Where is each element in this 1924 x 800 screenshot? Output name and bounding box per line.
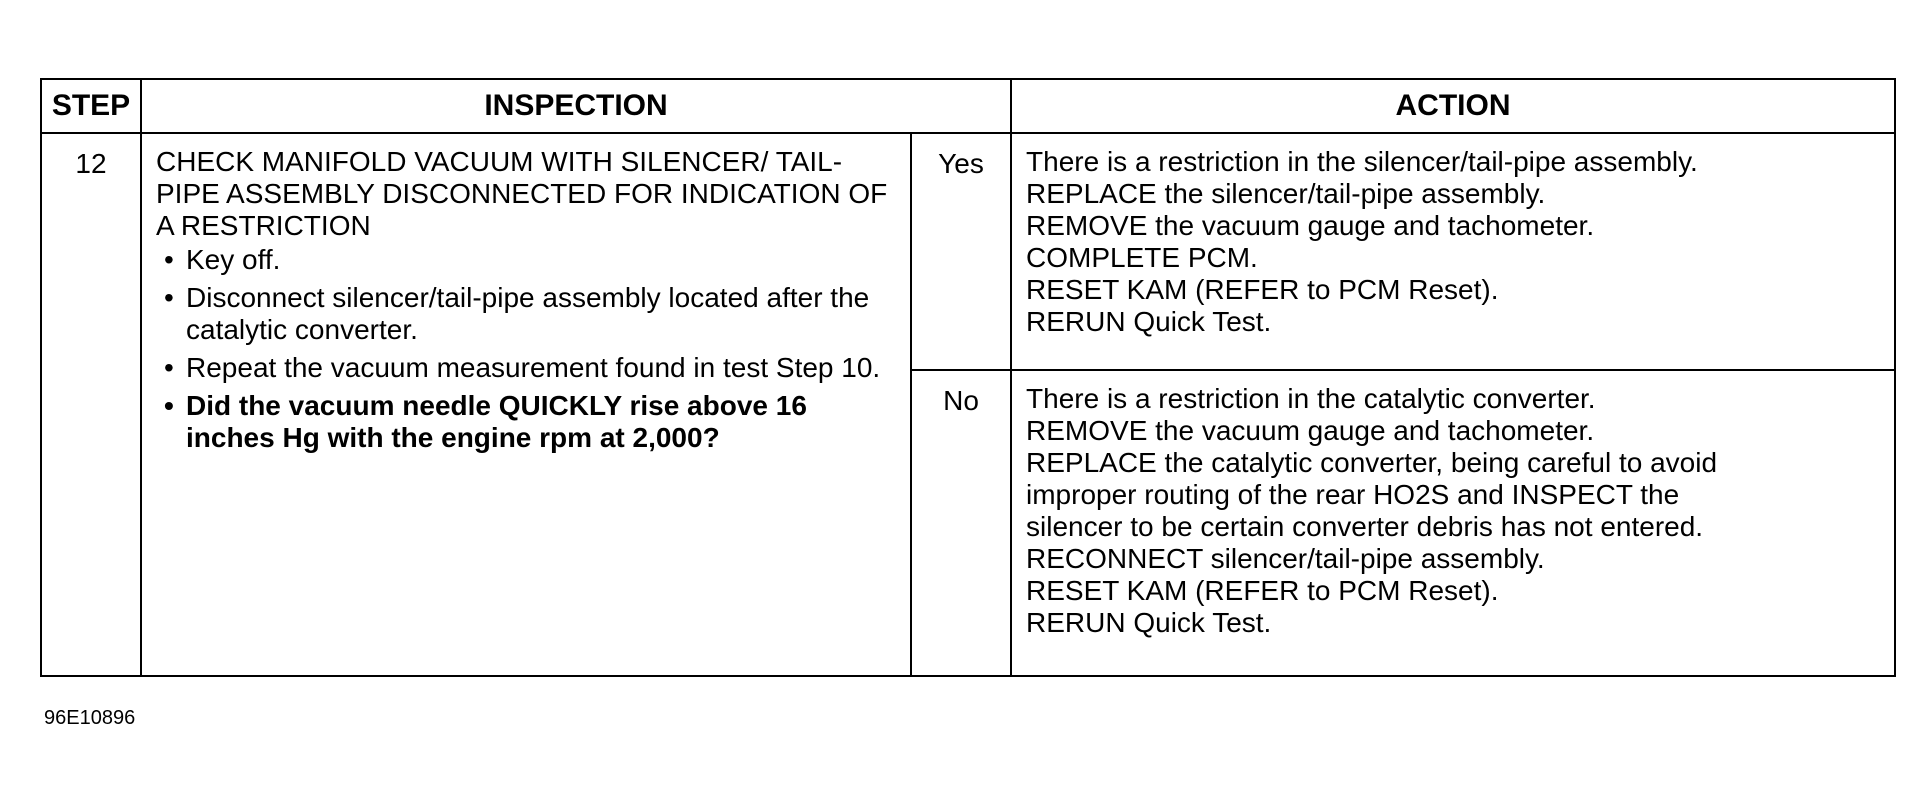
no-action-cell xyxy=(1011,370,1895,676)
yes-row xyxy=(41,133,1895,370)
bullet-question: • Did the vacuum needle QUICKLY rise above 16 inches Hg with the engine rpm at 2,000? xyxy=(156,390,896,454)
action-line: REPLACE the catalytic converter, being careful to avoid xyxy=(1026,447,1718,478)
inspection-title: CHECK MANIFOLD VACUUM WITH SILENCER/ TAIL-PIPE ASSEMBLY DISCONNECTED FOR INDICATION OF A RESTRICTION xyxy=(156,146,888,241)
action-line: REMOVE the vacuum gauge and tachometer. xyxy=(1026,415,1595,446)
diagnostic-table xyxy=(40,78,1896,677)
bullet-item: • Repeat the vacuum measurement found in test Step 10. xyxy=(156,352,896,384)
step-header: STEP xyxy=(41,79,141,133)
action-line: RERUN Quick Test. xyxy=(1026,607,1272,638)
action-line: improper routing of the rear HO2S and INSPECT the xyxy=(1026,479,1680,510)
action-line: RESET KAM (REFER to PCM Reset). xyxy=(1026,575,1499,606)
action-line: RECONNECT silencer/tail-pipe assembly. xyxy=(1026,543,1545,574)
action-line: COMPLETE PCM. xyxy=(1026,242,1258,273)
action-line: There is a restriction in the catalytic converter. xyxy=(1026,383,1596,414)
yes-action-cell xyxy=(1011,133,1895,370)
step-number: 12 xyxy=(41,133,141,676)
figure-id: 96E10896 xyxy=(44,707,136,729)
header-row xyxy=(41,79,1895,133)
inspection-header: INSPECTION xyxy=(141,79,1011,133)
action-line: REMOVE the vacuum gauge and tachometer. xyxy=(1026,210,1595,241)
no-label: No xyxy=(911,370,1011,676)
yes-label: Yes xyxy=(911,133,1011,370)
action-line: RESET KAM (REFER to PCM Reset). xyxy=(1026,274,1499,305)
inspection-cell xyxy=(141,133,911,676)
bullet-item: • Disconnect silencer/tail-pipe assembly located after the catalytic converter. xyxy=(156,282,896,346)
inspection-bullets xyxy=(156,244,896,454)
action-line: There is a restriction in the silencer/tail-pipe assembly. xyxy=(1026,146,1698,177)
action-line: REPLACE the silencer/tail-pipe assembly. xyxy=(1026,178,1546,209)
action-line: silencer to be certain converter debris has not entered. xyxy=(1026,511,1704,542)
bullet-item: • Key off. xyxy=(156,244,896,276)
action-line: RERUN Quick Test. xyxy=(1026,306,1272,337)
action-header: ACTION xyxy=(1011,79,1895,133)
